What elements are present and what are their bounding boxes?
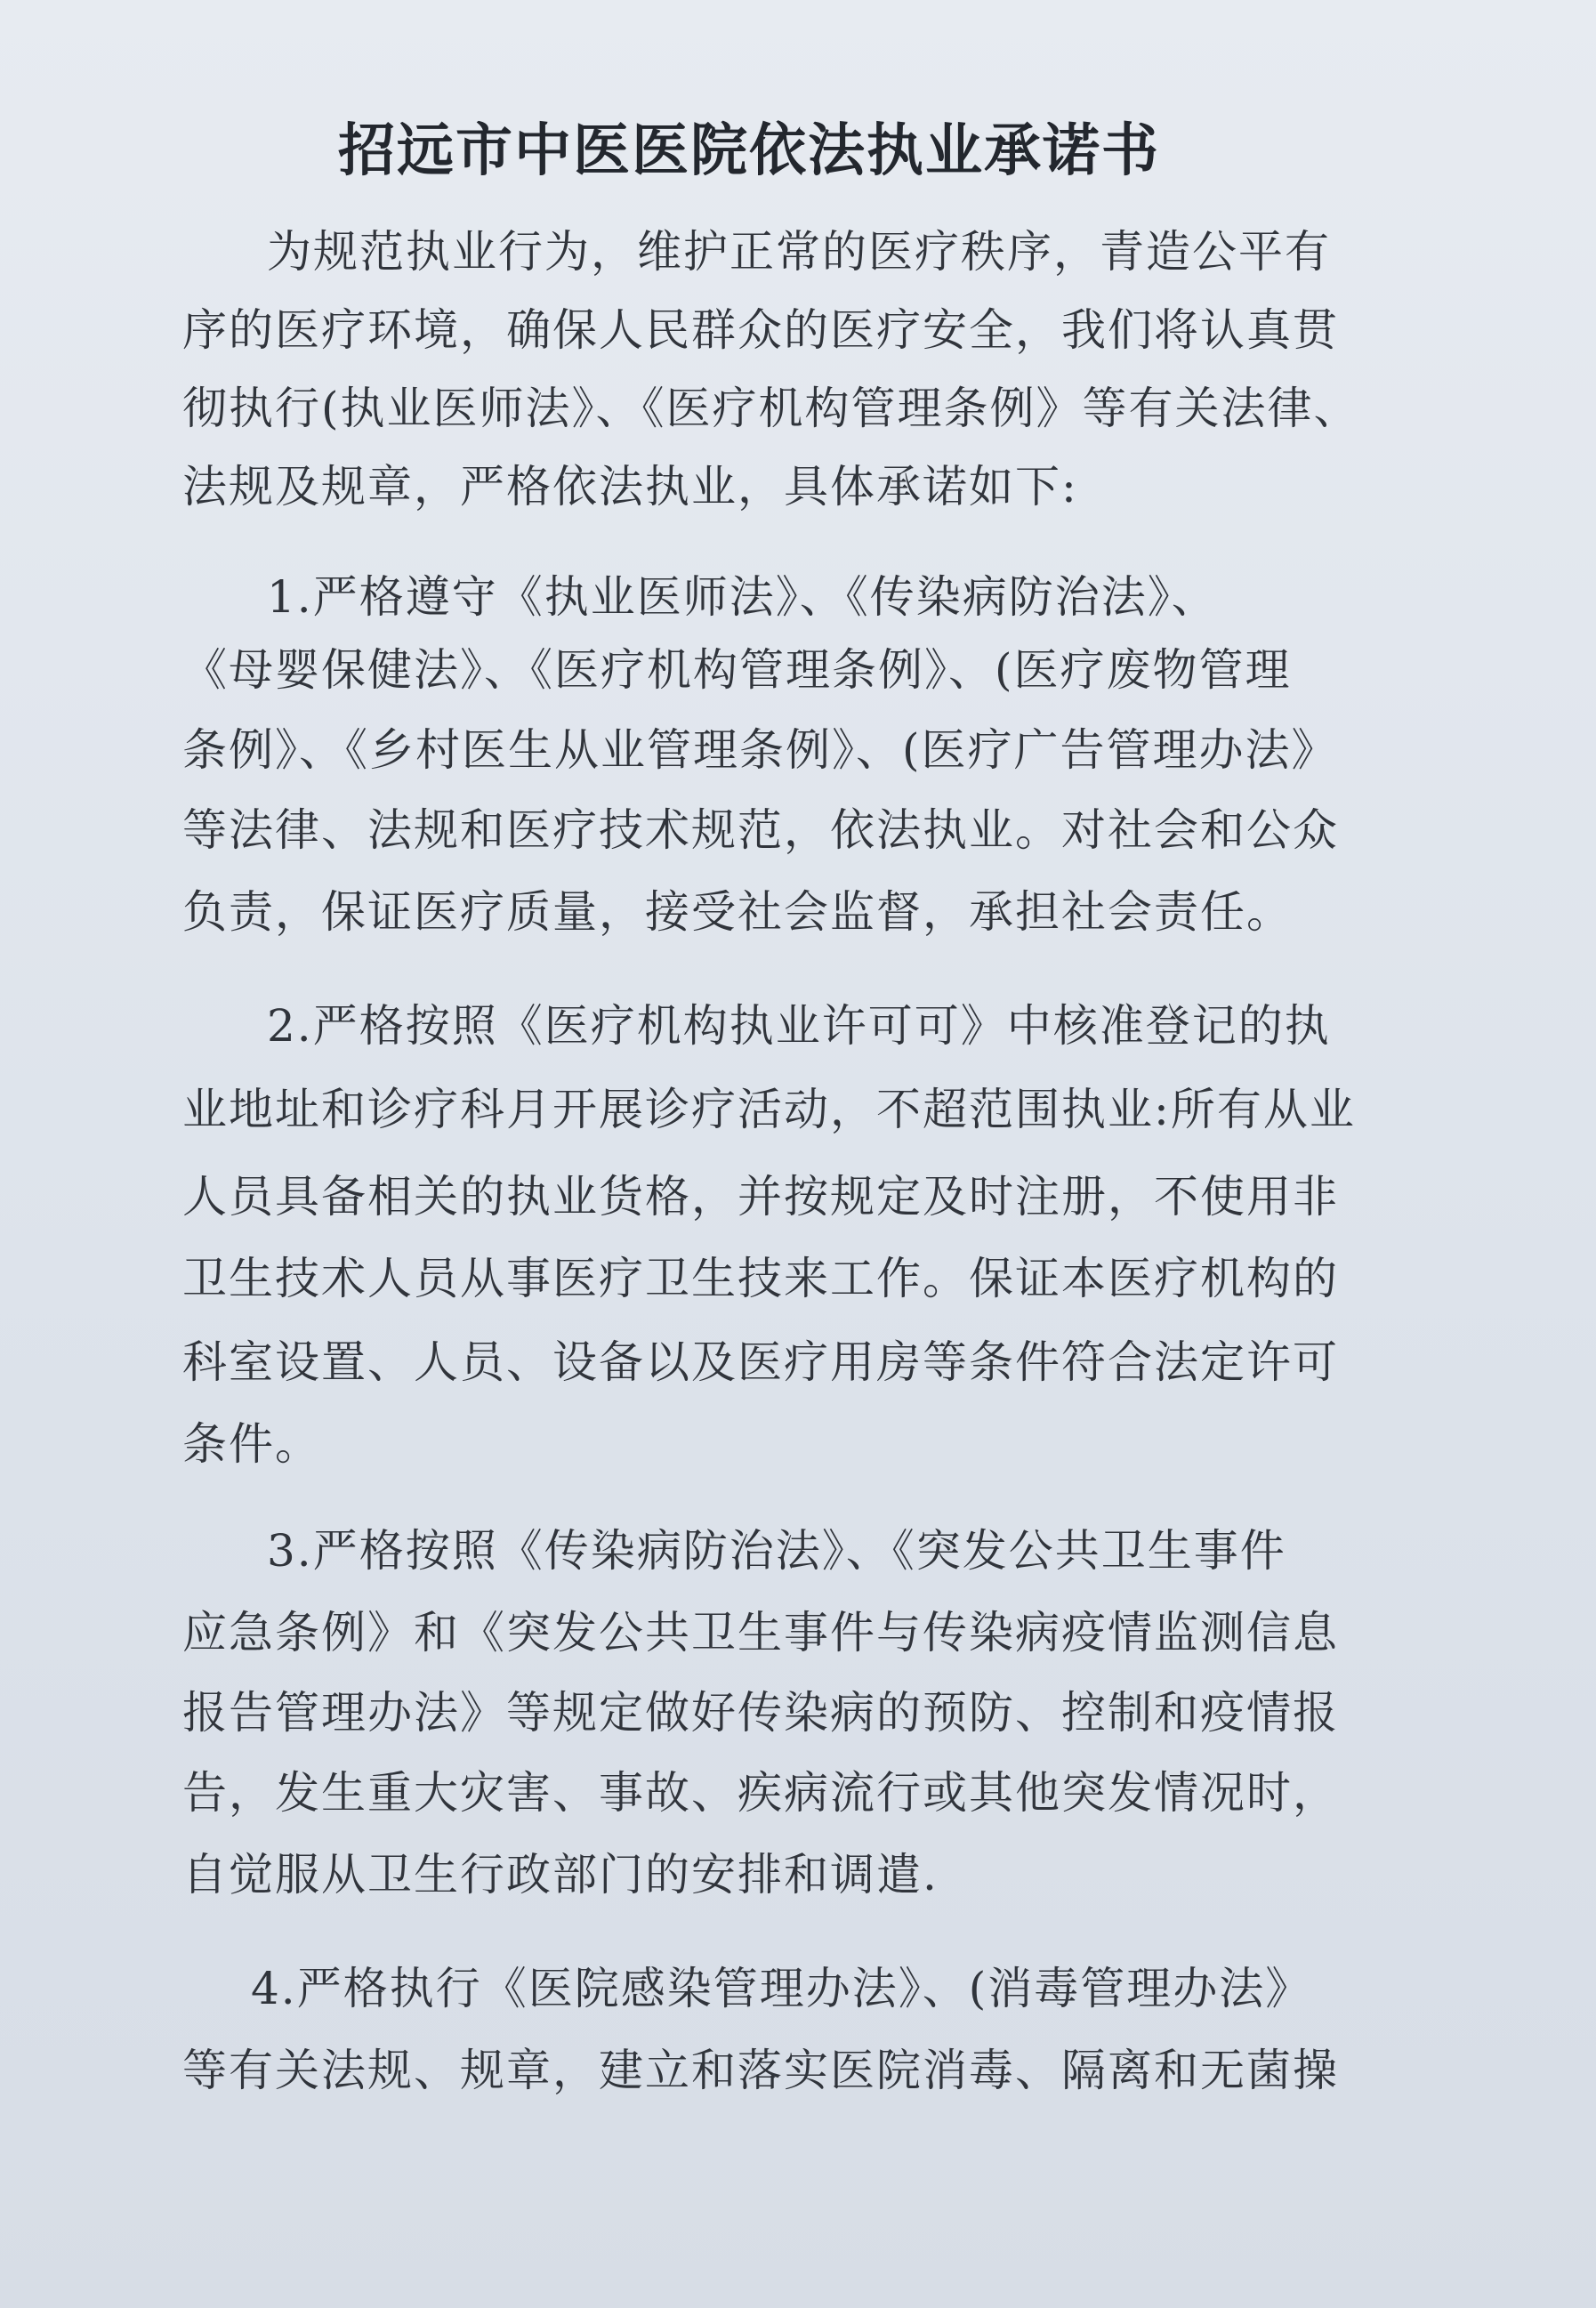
paragraph-line: 法规及规章，严格依法执业，具体承诺如下: — [182, 461, 1078, 512]
paragraph-line: 2.严格按照《医疗机构执业许可可》中核准登记的执 — [267, 1000, 1331, 1052]
paragraph-line: 彻执行(执业医师法》、《医疗机构管理条例》等有关法律、 — [182, 383, 1360, 434]
paragraph-line: 报告管理办法》等规定做好传染病的预防、控制和疫情报 — [182, 1687, 1339, 1739]
paragraph-line: 应急条例》和《突发公共卫生事件与传染病疫情监测信息 — [182, 1607, 1339, 1658]
paragraph-line: 业地址和诊疗科月开展诊疗活动，不超范围执业:所有从业 — [182, 1084, 1356, 1135]
document-title: 招远市中医医院依法执业承诺书 — [338, 117, 1160, 184]
paragraph-line: 卫生技术人员从事医疗卫生技来工作。保证本医疗机构的 — [182, 1253, 1339, 1304]
paragraph-line: 告，发生重大灾害、事故、疾病流行或其他突发情况时， — [182, 1767, 1339, 1819]
paragraph-line: 科室设置、人员、设备以及医疗用房等条件符合法定许可 — [182, 1336, 1339, 1388]
paragraph-line: 等法律、法规和医疗技术规范，依法执业。对社会和公众 — [182, 804, 1339, 856]
paragraph-line: 自觉服从卫生行政部门的安排和调遣. — [182, 1849, 939, 1900]
paragraph-line: 4.严格执行《医院感染管理办法》、(消毒管理办法》 — [251, 1963, 1312, 2014]
paragraph-line: 负责，保证医疗质量，接受社会监督，承担社会责任。 — [182, 886, 1293, 938]
paragraph-line: 1.严格遵守《执业医师法》、《传染病防治法》、 — [267, 571, 1218, 623]
paragraph-line: 条例》、《乡村医生从业管理条例》、(医疗广告管理办法》 — [182, 724, 1338, 776]
paragraph-line: 人员具备相关的执业货格，并按规定及时注册，不使用非 — [182, 1171, 1339, 1223]
paragraph-line: 条件。 — [182, 1418, 321, 1470]
paragraph-line: 《母婴保健法》、《医疗机构管理条例》、(医疗废物管理 — [182, 644, 1292, 696]
paragraph-line: 为规范执业行为，维护正常的医疗秩序，青造公平有 — [267, 226, 1331, 278]
paragraph-line: 3.严格按照《传染病防治法》、《突发公共卫生事件 — [267, 1525, 1286, 1577]
paragraph-line: 序的医疗环境，确保人民群众的医疗安全，我们将认真贯 — [182, 304, 1339, 356]
paragraph-line: 等有关法规、规章，建立和落实医院消毒、隔离和无菌操 — [182, 2045, 1339, 2096]
